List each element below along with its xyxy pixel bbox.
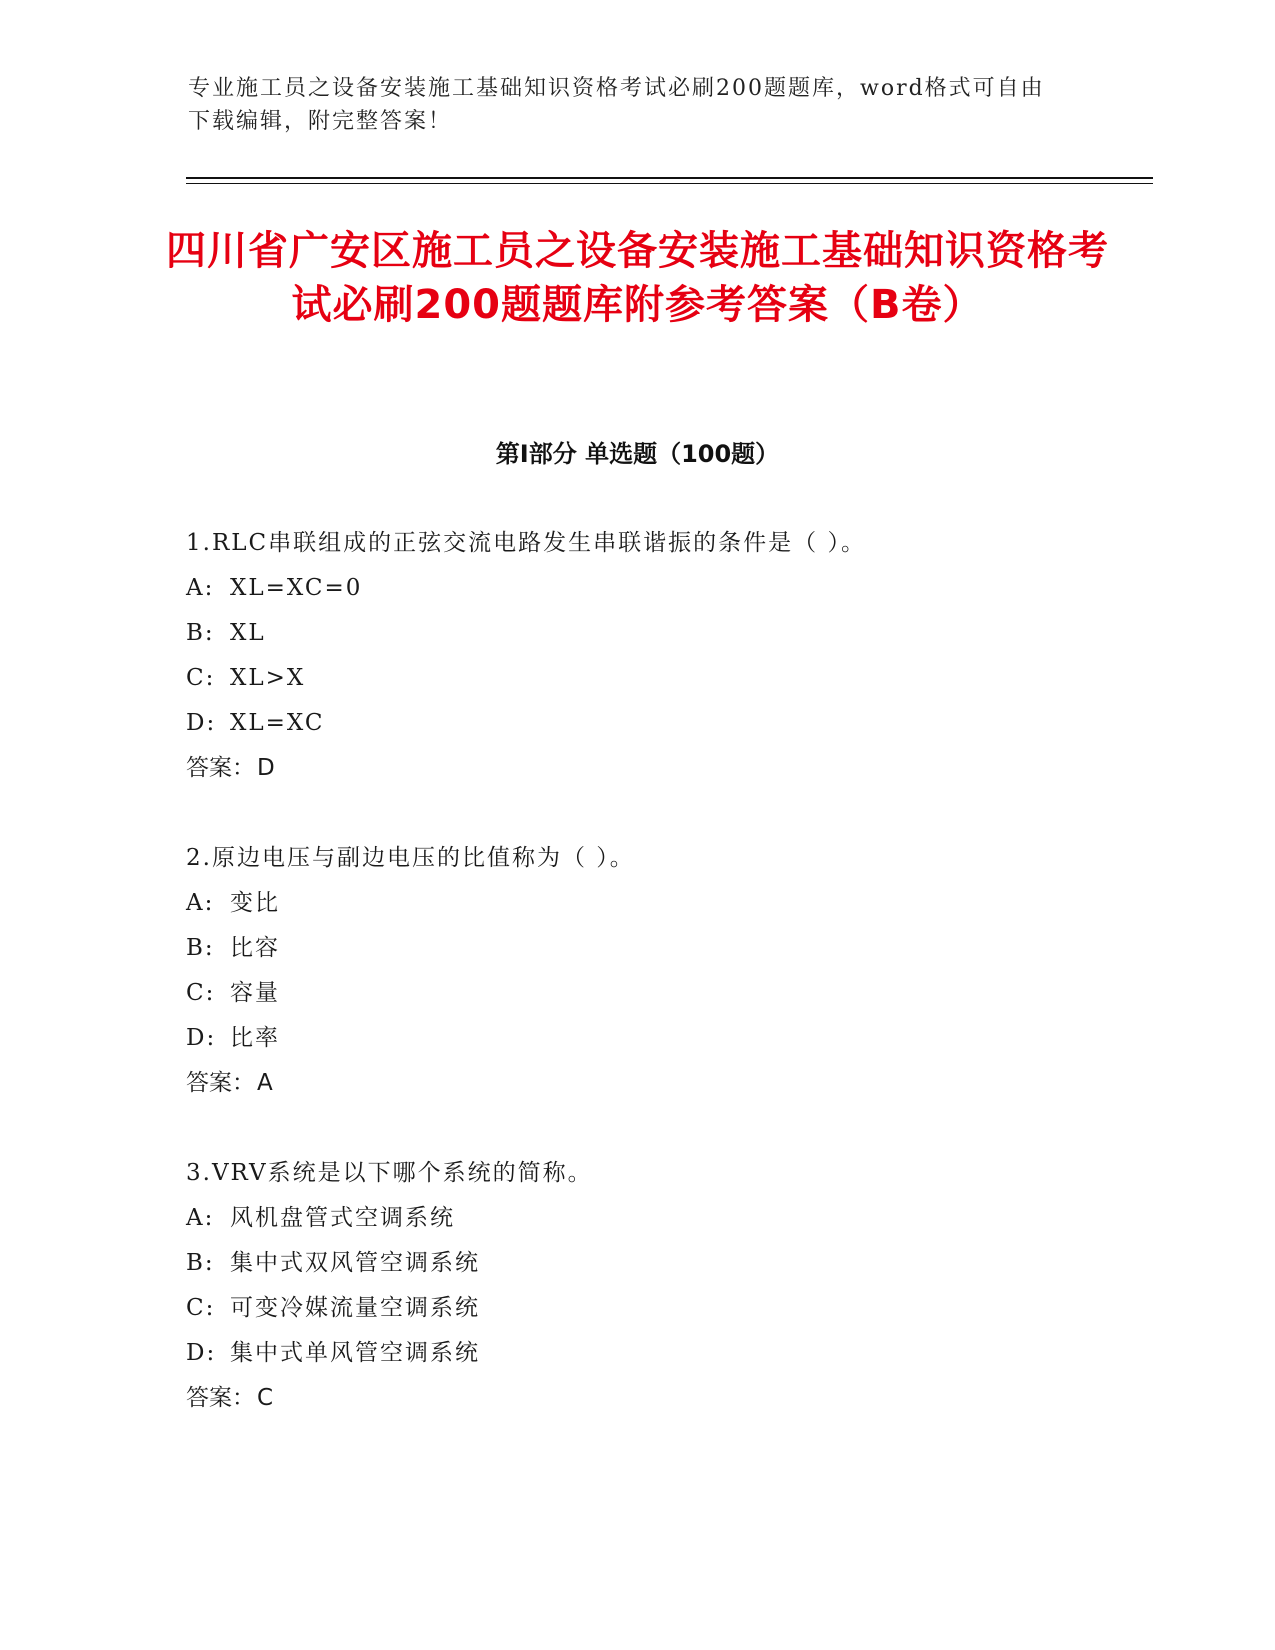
- question-text: 3.VRV系统是以下哪个系统的简称。: [186, 1160, 593, 1186]
- answer-label: 答案：: [186, 755, 255, 781]
- option-letter: D:: [186, 1340, 217, 1366]
- option-text: XL=XC: [230, 710, 325, 736]
- header-note: 专业施工员之设备安装施工基础知识资格考试必刷200题题库，word格式可自由下载编辑，附完整答案！: [188, 76, 1045, 134]
- option-text: 比容: [230, 935, 280, 961]
- option-text: 风机盘管式空调系统: [230, 1205, 455, 1231]
- answer-label: 答案：: [186, 1070, 255, 1096]
- question-text: 1.RLC串联组成的正弦交流电路发生串联谐振的条件是（ ）。: [186, 530, 866, 556]
- option-text: 变比: [230, 890, 280, 916]
- option-letter: C:: [186, 1295, 216, 1321]
- option-d: [186, 1016, 1146, 1061]
- option-c: [186, 1286, 1146, 1331]
- option-letter: B:: [186, 620, 215, 646]
- section-title: 第Ⅰ部分 单选题（100题）: [495, 440, 780, 468]
- option-d: [186, 1331, 1146, 1376]
- option-text: XL>X: [230, 665, 306, 691]
- option-letter: A:: [186, 1205, 215, 1231]
- answer-value: D: [257, 755, 275, 781]
- option-b: [186, 926, 1146, 971]
- option-text: 可变冷媒流量空调系统: [230, 1295, 480, 1321]
- header-rule-thin: [186, 183, 1153, 184]
- question-3: [186, 1151, 1146, 1421]
- option-letter: A:: [186, 890, 215, 916]
- answer-line: [186, 746, 1146, 791]
- option-text: 容量: [230, 980, 280, 1006]
- option-text: 集中式单风管空调系统: [230, 1340, 480, 1366]
- option-text: 比率: [230, 1025, 280, 1051]
- option-a: [186, 1196, 1146, 1241]
- answer-line: [186, 1376, 1146, 1421]
- option-d: [186, 701, 1146, 746]
- option-b: [186, 1241, 1146, 1286]
- answer-value: C: [257, 1385, 274, 1411]
- answer-line: [186, 1061, 1146, 1106]
- question-1: [186, 521, 1146, 791]
- option-text: 集中式双风管空调系统: [230, 1250, 480, 1276]
- option-letter: D:: [186, 1025, 217, 1051]
- header-rule-thick: [186, 177, 1153, 179]
- document-title: 四川省广安区施工员之设备安装施工基础知识资格考试必刷200题题库附参考答案（B卷）: [166, 228, 1109, 328]
- question-text: 2.原边电压与副边电压的比值称为（ ）。: [186, 845, 635, 871]
- option-a: [186, 566, 1146, 611]
- option-letter: C:: [186, 980, 216, 1006]
- option-a: [186, 881, 1146, 926]
- question-2: [186, 836, 1146, 1106]
- answer-value: A: [257, 1070, 273, 1096]
- option-text: XL=XC=0: [230, 575, 363, 601]
- option-letter: B:: [186, 1250, 215, 1276]
- option-letter: C:: [186, 665, 216, 691]
- option-letter: B:: [186, 935, 215, 961]
- option-c: [186, 971, 1146, 1016]
- option-text: XL: [230, 620, 266, 646]
- option-letter: D:: [186, 710, 217, 736]
- option-letter: A:: [186, 575, 215, 601]
- option-c: [186, 656, 1146, 701]
- answer-label: 答案：: [186, 1385, 255, 1411]
- option-b: [186, 611, 1146, 656]
